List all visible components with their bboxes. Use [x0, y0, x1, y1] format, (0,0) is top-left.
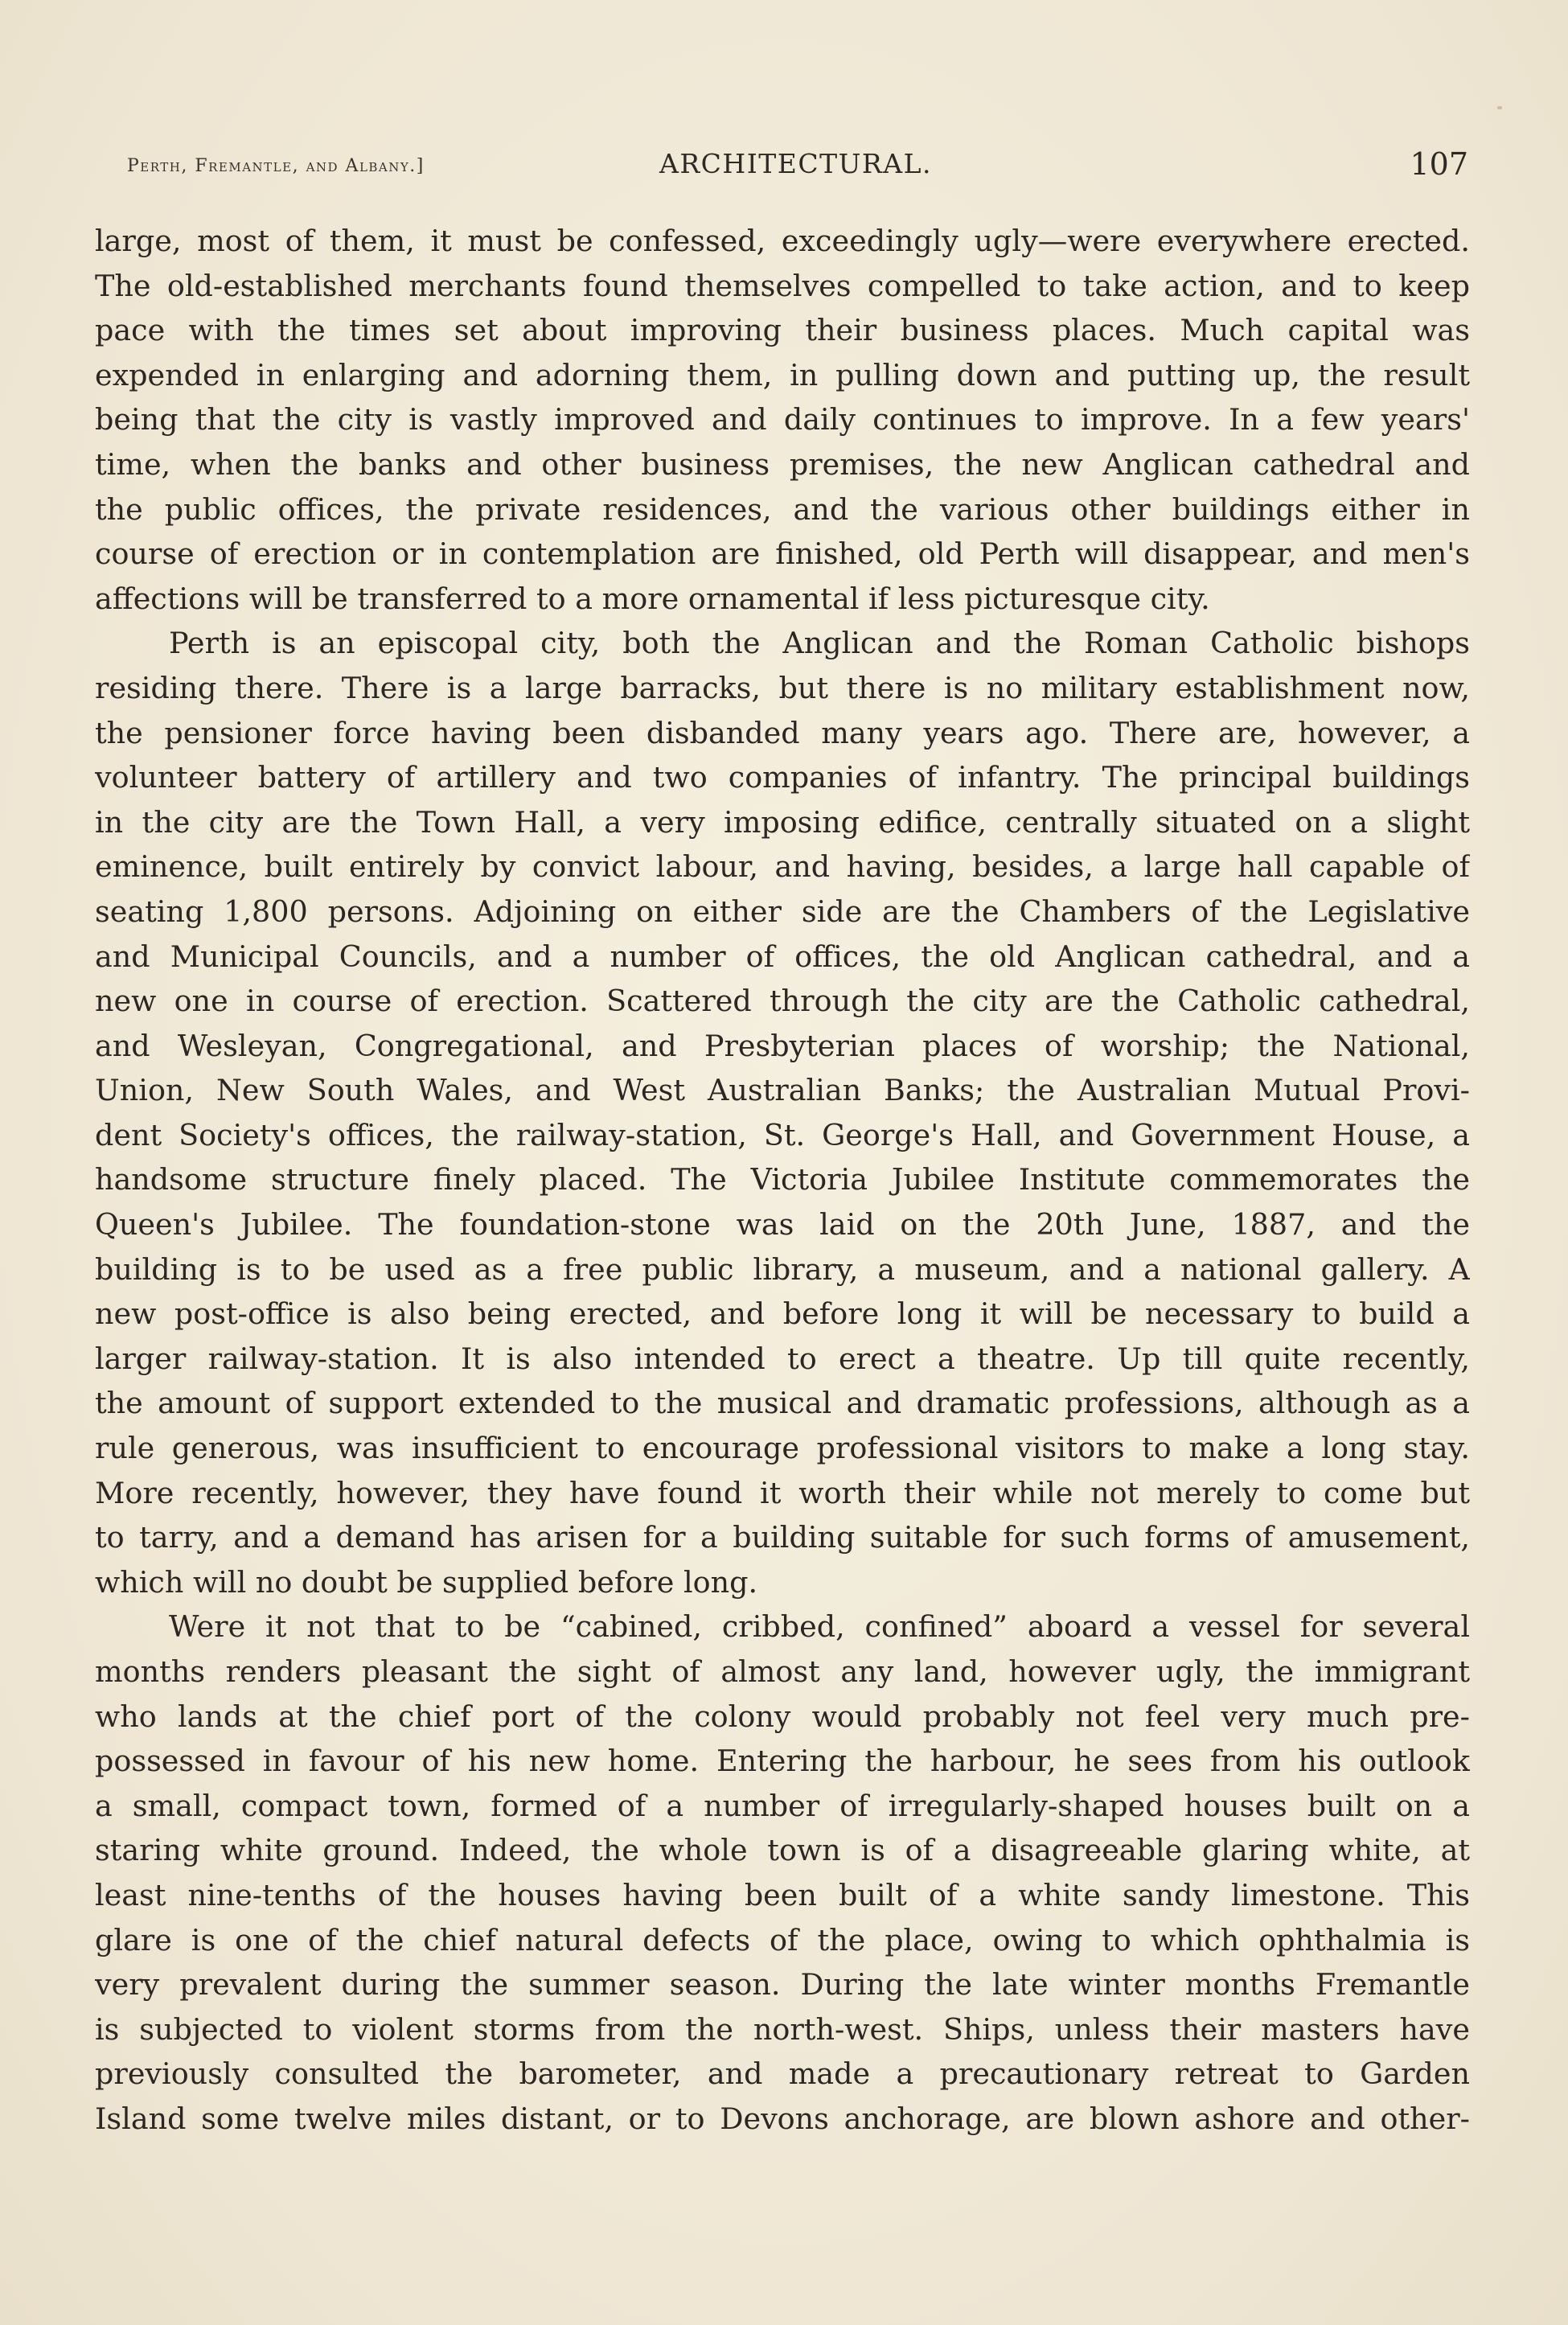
text-line: seating 1,800 persons. Adjoining on either side are the Chambers of the Legislative [95, 893, 1470, 929]
paragraph-first-line: Perth is an episcopal city, both the Anglican and the Roman Catholic bishops [169, 626, 1470, 661]
text-line: pace with the times set about improving their business places. Much capital was [95, 313, 1470, 348]
text-line: previously consulted the barometer, and made a precautionary retreat to Garden [95, 2056, 1470, 2092]
paragraph-end-line: affections will be transferred to a more ornamental if less picturesque city. [95, 581, 1210, 616]
running-head [127, 146, 1468, 187]
text-line: time, when the banks and other business premises, the new Anglican cathedral and [95, 446, 1470, 482]
text-line: dent Society's offices, the railway-station, St. George's Hall, and Government House, a [95, 1117, 1470, 1152]
running-head-section: Perth, Fremantle, and Albany.] [127, 156, 425, 176]
text-line: The old-established merchants found themselves compelled to take action, and to keep [95, 268, 1470, 303]
text-line: Island some twelve miles distant, or to Devons anchorage, are blown ashore and other- [95, 2101, 1470, 2136]
paragraph-end-line: which will no doubt be supplied before long. [95, 1564, 758, 1600]
text-line: and Municipal Councils, and a number of offices, the old Anglican cathedral, and a [95, 939, 1470, 974]
text-line: and Wesleyan, Congregational, and Presbyterian places of worship; the National, [95, 1028, 1470, 1063]
text-line: months renders pleasant the sight of almost any land, however ugly, the immigrant [95, 1654, 1470, 1689]
text-line: expended in enlarging and adorning them, in pulling down and putting up, the result [95, 357, 1470, 392]
text-line: residing there. There is a large barracks, but there is no military establishment now, [95, 670, 1470, 705]
text-line: a small, compact town, formed of a number of irregularly-shaped houses built on a [95, 1788, 1470, 1823]
paragraph-first-line: Were it not that to be “cabined, cribbed, confined” aboard a vessel for several [169, 1609, 1470, 1645]
text-line: the amount of support extended to the musical and dramatic professions, although as a [95, 1386, 1470, 1421]
text-line: is subjected to violent storms from the north-west. Ships, unless their masters have [95, 2011, 1470, 2047]
text-line: staring white ground. Indeed, the whole town is of a disagreeable glaring white, at [95, 1833, 1470, 1868]
text-line: large, most of them, it must be confessed, exceedingly ugly—were everywhere erected. [95, 224, 1470, 258]
text-line: eminence, built entirely by convict labour, and having, besides, a large hall capable of [95, 849, 1470, 885]
text-line: volunteer battery of artillery and two companies of infantry. The principal buildings [95, 760, 1470, 795]
text-line: handsome structure finely placed. The Victoria Jubilee Institute commemorates the [95, 1162, 1470, 1197]
text-line: Queen's Jubilee. The foundation-stone was laid on the 20th June, 1887, and the [95, 1207, 1470, 1243]
text-line: larger railway-station. It is also intended to erect a theatre. Up till quite recently, [95, 1341, 1470, 1376]
text-line: new post-office is also being erected, and before long it will be necessary to build a [95, 1296, 1470, 1332]
text-line: possessed in favour of his new home. Entering the harbour, he sees from his outlook [95, 1744, 1470, 1779]
text-line: who lands at the chief port of the colony would probably not feel very much pre- [95, 1699, 1470, 1734]
text-line: More recently, however, they have found it worth their while not merely to come but [95, 1475, 1470, 1510]
text-line: course of erection or in contemplation are finished, old Perth will disappear, and men's [95, 536, 1470, 572]
text-line: glare is one of the chief natural defects of the place, owing to which ophthalmia is [95, 1922, 1470, 1957]
text-line: building is to be used as a free public library, a museum, and a national gallery. A [95, 1251, 1470, 1287]
text-line: Union, New South Wales, and West Australian Banks; the Australian Mutual Provi- [95, 1073, 1470, 1108]
paper-speck [1497, 106, 1502, 109]
text-line: being that the city is vastly improved and daily continues to improve. In a few years' [95, 402, 1470, 437]
text-line: in the city are the Town Hall, a very imposing edifice, centrally situated on a slight [95, 804, 1470, 840]
text-line: to tarry, and a demand has arisen for a building suitable for such forms of amusement, [95, 1520, 1470, 1555]
text-line: rule generous, was insufficient to encourage professional visitors to make a long stay. [95, 1431, 1470, 1466]
page-number: 107 [1410, 146, 1468, 182]
text-line: the pensioner force having been disbanded many years ago. There are, however, a [95, 715, 1470, 750]
text-line: least nine-tenths of the houses having been built of a white sandy limestone. This [95, 1877, 1470, 1912]
body-text [95, 219, 1470, 2142]
running-head-chapter-title: ARCHITECTURAL. [659, 148, 932, 179]
text-line: very prevalent during the summer season. During the late winter months Fremantle [95, 1967, 1470, 2003]
text-line: new one in course of erection. Scattered through the city are the Catholic cathedral, [95, 984, 1470, 1019]
text-line: the public offices, the private residences, and the various other buildings either in [95, 491, 1470, 527]
